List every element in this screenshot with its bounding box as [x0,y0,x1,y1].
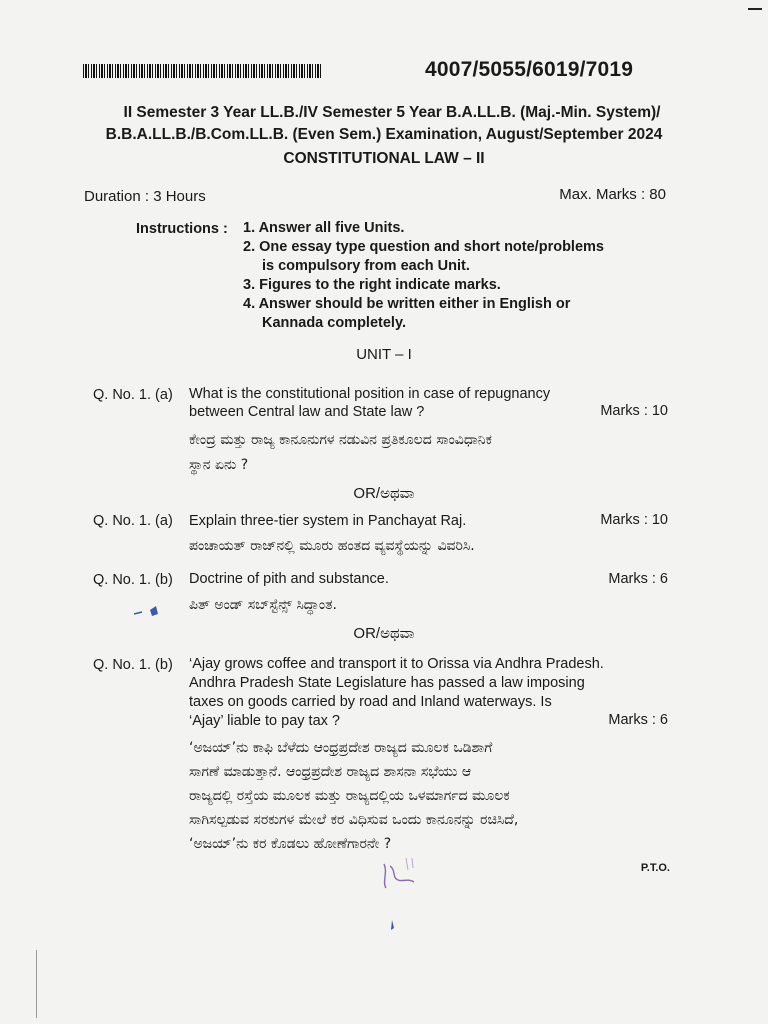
exam-title-line2: B.B.A.LL.B./B.Com.LL.B. (Even Sem.) Examination, August/September 2024 [105,126,663,143]
subject-title: CONSTITUTIONAL LAW – II [283,150,485,167]
question-kannada: ಪಿತ್ ಅಂಡ್ ಸಬ್‌ಸ್ಟೆನ್ಸ್ ಸಿದ್ಧಾಂತ. [189,597,337,613]
or-divider: OR/ಅಥವಾ [353,625,415,642]
question-kannada: ಸಾಗಿಸಲ್ಪಡುವ ಸರಕುಗಳ ಮೇಲೆ ಕರ ವಿಧಿಸುವ ಒಂದು ಕಾನೂನನ್ನು ರಚಿಸಿದೆ, [189,812,519,828]
barcode [83,64,323,78]
question-text: Explain three-tier system in Panchayat Raj. [189,513,467,529]
max-marks: Max. Marks : 80 [559,186,666,203]
question-number: Q. No. 1. (a) [93,387,173,403]
exam-title-line1: II Semester 3 Year LL.B./IV Semester 5 Year B.A.LL.B. (Maj.-Min. System)/ [123,104,661,121]
question-text: between Central law and State law ? [189,404,425,420]
question-text: What is the constitutional position in case of repugnancy [189,386,551,402]
question-text: ‘Ajay’ liable to pay tax ? [189,713,340,729]
question-marks: Marks : 6 [608,571,668,587]
question-kannada: ಸ್ಥಾನ ಏನು ? [189,457,249,473]
question-kannada: ಕೇಂದ್ರ ಮತ್ತು ರಾಜ್ಯ ಕಾನೂನುಗಳ ನಡುವಿನ ಪ್ರತಿಕೂಲದ ಸಾಂವಿಧಾನಿಕ [189,432,492,448]
question-kannada: ‘ಅಜಯ್’ನು ಕಾಫಿ ಬೆಳೆದು ಆಂಧ್ರಪ್ರದೇಶ ರಾಜ್ಯದ ಮೂಲಕ ಒಡಿಶಾಗೆ [189,740,493,756]
instruction-item: Kannada completely. [262,315,406,331]
question-text: ‘Ajay grows coffee and transport it to Orissa via Andhra Pradesh. [189,656,604,672]
or-divider: OR/ಅಥವಾ [353,485,415,502]
ink-dot [386,918,400,934]
instruction-item: 3. Figures to the right indicate marks. [243,277,501,293]
question-text: Doctrine of pith and substance. [189,571,389,587]
question-number: Q. No. 1. (b) [93,657,173,673]
signature-mark [370,852,430,894]
question-text: taxes on goods carried by road and Inland waterways. Is [189,694,552,710]
instructions-label: Instructions : [136,221,228,237]
ink-mark [132,598,166,622]
instruction-item: 2. One essay type question and short note/problems [243,239,604,255]
scan-edge-mark [748,8,762,10]
question-marks: Marks : 6 [608,712,668,728]
pto-label: P.T.O. [640,862,670,874]
instruction-item: 1. Answer all five Units. [243,220,405,236]
instruction-item: 4. Answer should be written either in English or [243,296,571,312]
question-number: Q. No. 1. (a) [93,513,173,529]
question-marks: Marks : 10 [600,403,668,419]
question-kannada: ಸಾಗಣೆ ಮಾಡುತ್ತಾನೆ. ಆಂಧ್ರಪ್ರದೇಶ ರಾಜ್ಯದ ಶಾಸನಾ ಸಭೆಯು ಆ [189,764,472,780]
question-kannada: ‘ಅಜಯ್’ನು ಕರ ಕೊಡಲು ಹೋಣೆಗಾರನೇ ? [189,836,392,852]
question-kannada: ಪಂಚಾಯತ್ ರಾಜ್‌ನಲ್ಲಿ ಮೂರು ಹಂತದ ವ್ಯವಸ್ಥೆಯನ್ನು ವಿವರಿಸಿ. [189,538,475,554]
duration: Duration : 3 Hours [84,188,206,205]
margin-line [36,950,37,1018]
instruction-item: is compulsory from each Unit. [262,258,470,274]
question-number: Q. No. 1. (b) [93,572,173,588]
paper-code: 4007/5055/6019/7019 [425,58,634,81]
question-text: Andhra Pradesh State Legislature has passed a law imposing [189,675,585,691]
unit-heading: UNIT – I [356,346,412,363]
question-kannada: ರಾಜ್ಯದಲ್ಲಿ ರಸ್ತೆಯ ಮೂಲಕ ಮತ್ತು ರಾಜ್ಯದಲ್ಲಿಯ ಒಳಮಾರ್ಗದ ಮೂಲಕ [189,788,510,804]
question-marks: Marks : 10 [600,512,668,528]
